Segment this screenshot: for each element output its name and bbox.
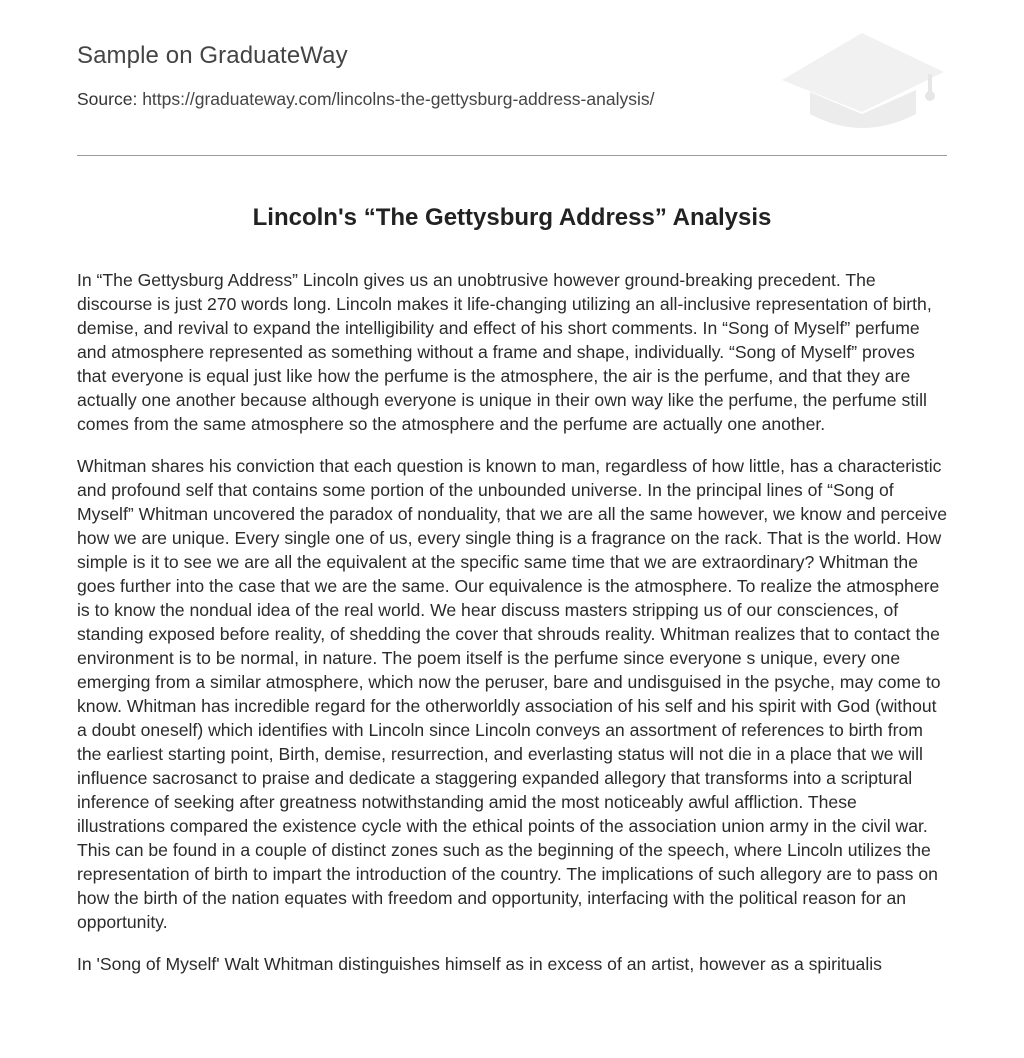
header-divider [77, 155, 947, 156]
article-body [77, 268, 949, 994]
article-title: Lincoln's “The Gettysburg Address” Analysis [252, 204, 772, 231]
source-link[interactable]: https://graduateway.com/lincolns-the-gettysburg-address-analysis/ [142, 89, 655, 109]
paragraph: In “The Gettysburg Address” Lincoln gives us an unobtrusive however ground-breaking precedent. The discourse is just 270 words long. Lincoln makes it life-changing utilizing an all-inclusive representation of birth, demise, and revival to expand the intelligibility and effect of his short comments. In “Song of Myself” perfume and atmosphere represented as something without a frame and shape, individually. “Song of Myself” proves that everyone is equal just like how the perfume is the atmosphere, the air is the perfume, and that they are actually one another because although everyone is unique in their own way like the perfume, the perfume still comes from the same atmosphere so the atmosphere and the perfume are actually one another. [77, 270, 932, 434]
paragraph: In 'Song of Myself' Walt Whitman distinguishes himself as in excess of an artist, however as a spiritualis [77, 954, 882, 974]
page-header [77, 0, 947, 156]
source-line [77, 89, 654, 110]
graduation-cap-icon [780, 30, 946, 134]
site-title: Sample on GraduateWay [77, 42, 348, 69]
source-label: Source: [77, 89, 138, 109]
paragraph: Whitman shares his conviction that each question is known to man, regardless of how little, has a characteristic and profound self that contains some portion of the unbounded universe. In the principal lines of “Song of Myself” Whitman uncovered the paradox of nonduality, that we are all the same however, we know and perceive how we are unique. Every single one of us, every single thing is a fragrance on the rack. That is the world. How simple is it to see we are all the equivalent at the specific same time that we are extraordinary? Whitman the goes further into the case that we are the same. Our equivalence is the atmosphere. To realize the atmosphere is to know the nondual idea of the real world. We hear discuss masters stripping us of our consciences, of standing exposed before reality, of shedding the cover that shrouds reality. Whitman realizes that to contact the environment is to be normal, in nature. The poem itself is the perfume since everyone s unique, every one emerging from a similar atmosphere, which now the peruser, bare and undisguised in the psyche, may come to know. Whitman has incredible regard for the otherworldly association of his self and his spirit with God (without a doubt oneself) which identifies with Lincoln since Lincoln conveys an assortment of references to birth from the earliest starting point, Birth, demise, resurrection, and everlasting status will not die in a place that we will influence sacrosanct to praise and dedicate a staggering expanded allegory that transforms into a scriptural inference of seeking after greatness notwithstanding amid the most noticeably awful affliction. These illustrations compared the existence cycle with the ethical points of the association union army in the civil war. This can be found in a couple of distinct zones such as the beginning of the speech, where Lincoln utilizes the representation of birth to impart the introduction of the country. The implications of such allegory are to pass on how the birth of the nation equates with freedom and opportunity, interfacing with the political reason for an opportunity. [77, 456, 948, 932]
